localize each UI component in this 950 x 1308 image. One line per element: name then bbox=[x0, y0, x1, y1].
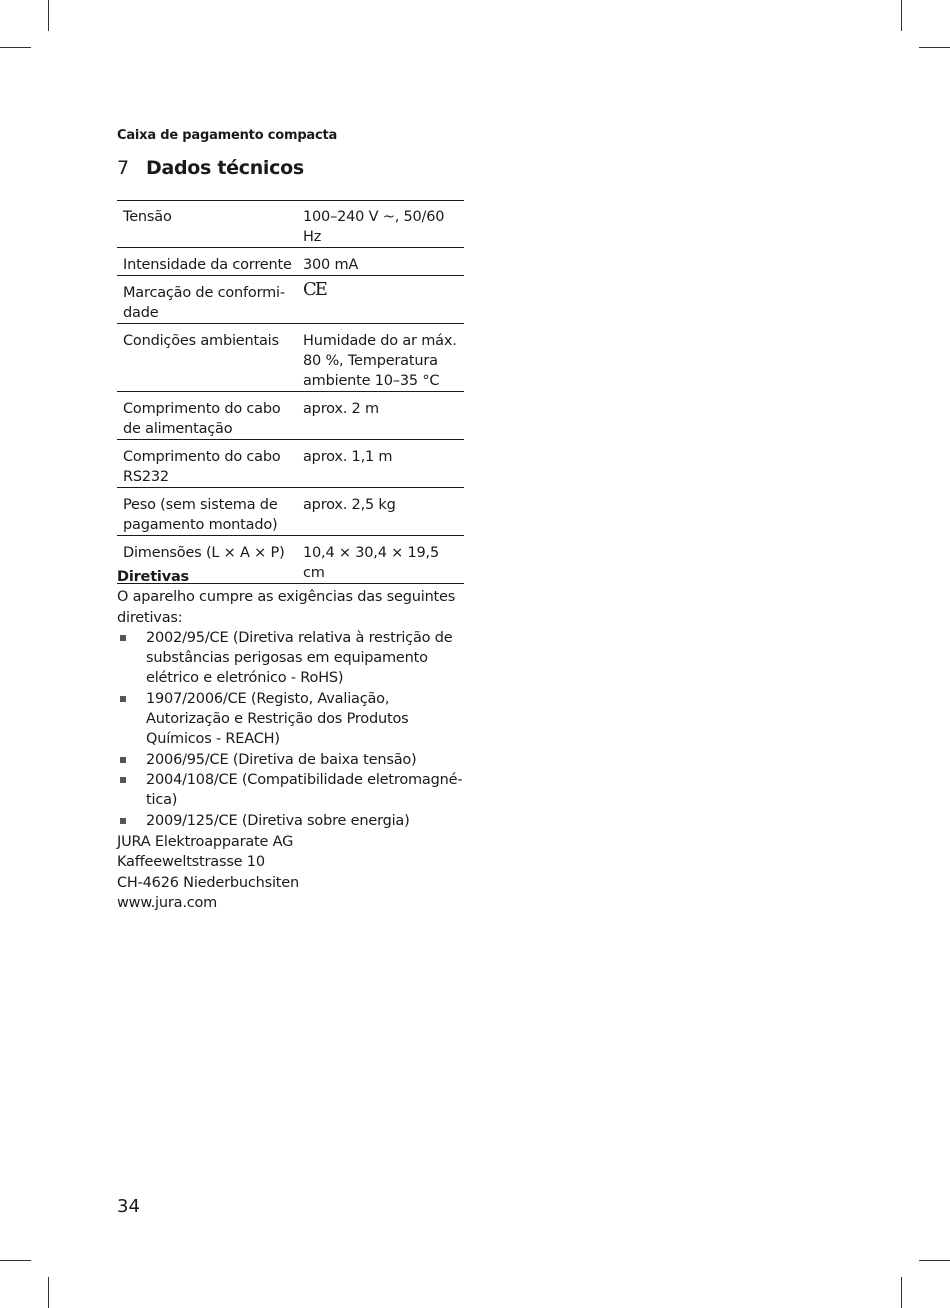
spec-row bbox=[117, 324, 464, 392]
spec-value: Humidade do ar máx. 80 %, Temperatura ambiente 10–35 °C bbox=[303, 333, 457, 389]
spec-table bbox=[117, 200, 464, 584]
directives-list bbox=[117, 628, 467, 831]
crop-mark bbox=[48, 0, 49, 31]
spec-label: Marcação de conformi- dade bbox=[123, 285, 285, 321]
square-bullet-icon bbox=[120, 635, 126, 641]
square-bullet-icon bbox=[120, 777, 126, 783]
website-link[interactable]: www.jura.com bbox=[117, 894, 218, 911]
crop-mark bbox=[48, 1277, 49, 1308]
directive-item bbox=[117, 689, 467, 750]
manufacturer-address bbox=[117, 832, 299, 913]
spec-label: Peso (sem sistema de pagamento montado) bbox=[123, 497, 278, 533]
spec-value: 300 mA bbox=[303, 257, 359, 273]
section-number: 7 bbox=[117, 157, 129, 179]
running-head: Caixa de pagamento compacta bbox=[117, 128, 338, 143]
spec-value: aprox. 1,1 m bbox=[303, 449, 393, 465]
directive-item bbox=[117, 750, 467, 770]
spec-label: Tensão bbox=[123, 209, 172, 225]
square-bullet-icon bbox=[120, 757, 126, 763]
spec-value: 100–240 V ~, 50/60 Hz bbox=[303, 209, 445, 245]
square-bullet-icon bbox=[120, 696, 126, 702]
directive-text: 2009/125/CE (Diretiva sobre energia) bbox=[146, 812, 410, 829]
city-address: CH-4626 Niederbuchsiten bbox=[117, 874, 299, 891]
spec-label: Comprimento do cabo RS232 bbox=[123, 449, 281, 485]
crop-mark bbox=[919, 1260, 950, 1261]
directive-text: 2002/95/CE (Diretiva relativa à restrição de substâncias perigosas em equipamento elétrico e eletrónico - RoHS) bbox=[146, 629, 453, 687]
directive-item bbox=[117, 628, 467, 689]
directive-item bbox=[117, 811, 467, 831]
spec-label: Comprimento do cabo de alimentação bbox=[123, 401, 281, 437]
square-bullet-icon bbox=[120, 818, 126, 824]
company-name: JURA Elektroapparate AG bbox=[117, 834, 294, 850]
ce-conformity-mark: CE bbox=[303, 279, 326, 300]
spec-row bbox=[117, 201, 464, 248]
directive-text: 2006/95/CE (Diretiva de baixa tensão) bbox=[146, 751, 417, 768]
spec-row bbox=[117, 248, 464, 276]
street-address: Kaffeeweltstrasse 10 bbox=[117, 854, 265, 871]
page-number: 34 bbox=[117, 1196, 140, 1217]
crop-mark bbox=[0, 1260, 31, 1261]
section-title-text: Dados técnicos bbox=[146, 157, 304, 179]
directives-heading: Diretivas bbox=[117, 569, 189, 585]
spec-value: aprox. 2,5 kg bbox=[303, 497, 396, 513]
spec-row bbox=[117, 488, 464, 536]
crop-mark bbox=[919, 47, 950, 48]
directives-section bbox=[117, 567, 467, 831]
directives-intro: O aparelho cumpre as exigências das seguintes diretivas: bbox=[117, 589, 456, 626]
spec-label: Condições ambientais bbox=[123, 333, 279, 349]
spec-row bbox=[117, 392, 464, 440]
crop-mark bbox=[0, 47, 31, 48]
spec-label: Dimensões (L × A × P) bbox=[123, 545, 285, 561]
spec-row bbox=[117, 440, 464, 488]
spec-value: 10,4 × 30,4 × 19,5 cm bbox=[303, 545, 439, 581]
spec-label: Intensidade da corrente bbox=[123, 257, 292, 273]
spec-row bbox=[117, 276, 464, 324]
spec-value: aprox. 2 m bbox=[303, 401, 379, 417]
crop-mark bbox=[901, 1277, 902, 1308]
crop-mark bbox=[901, 0, 902, 31]
directive-text: 1907/2006/CE (Registo, Avaliação, Autorização e Restrição dos Produtos Químicos - REACH) bbox=[146, 690, 409, 748]
directive-item bbox=[117, 770, 467, 811]
directive-text: 2004/108/CE (Compatibilidade eletromagné- tica) bbox=[146, 771, 463, 809]
section-title bbox=[117, 157, 304, 179]
